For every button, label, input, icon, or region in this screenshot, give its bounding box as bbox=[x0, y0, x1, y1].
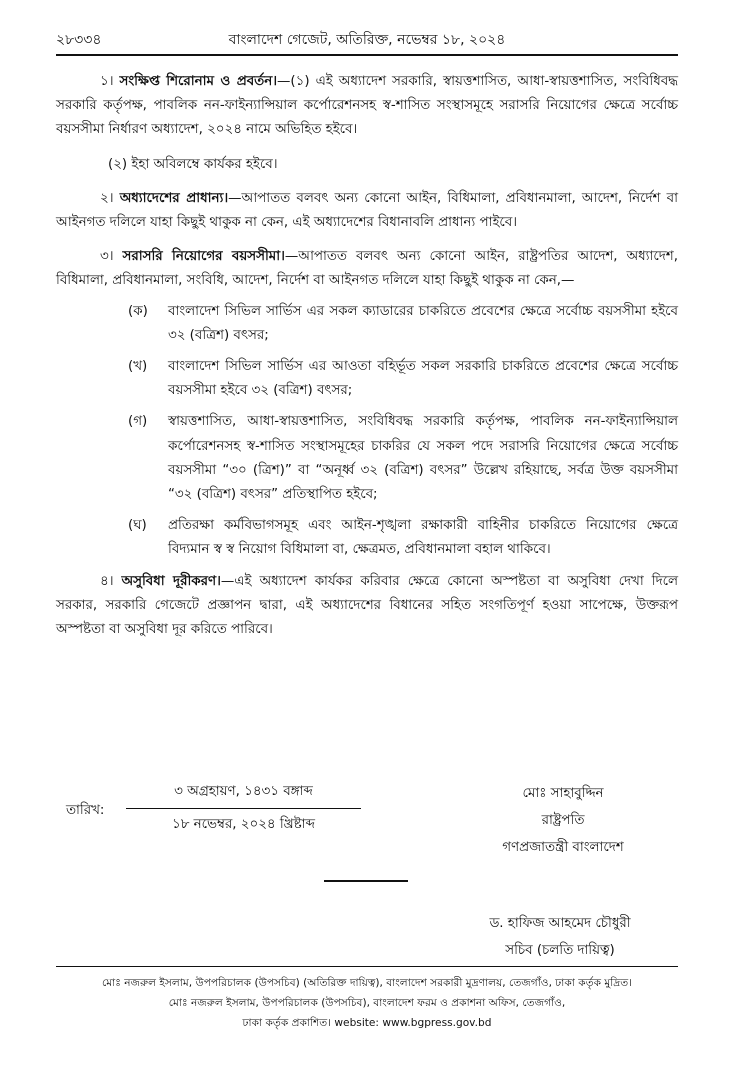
clause-marker: (গ) bbox=[128, 414, 148, 430]
gazette-title: বাংলাদেশ গেজেট, অতিরিক্ত, নভেম্বর ১৮, ২০২৪ bbox=[228, 32, 506, 48]
section-divider bbox=[324, 880, 408, 882]
section-4-text: —এই অধ্যাদেশ কার্যকর করিবার ক্ষেত্রে কোনো অস্পষ্টতা বা অসুবিধা দেখা দিলে সরকার, সরকারি গেজেটে প্রজ্ঞাপন দ্বারা, এই অধ্যাদেশের বিধানের সহিত সংগতিপূর্ণ হওয়া সাপেক্ষে, উক্তরূপ অস্পষ্টতা বা অসুবিধা দূর করিতে পারিবে। bbox=[56, 573, 678, 638]
footer-line-3: ঢাকা কর্তৃক প্রকাশিত। website: www.bgpress.gov.bd bbox=[242, 1017, 492, 1029]
section-3-number: ৩। bbox=[100, 249, 114, 265]
section-1-heading: সংক্ষিপ্ত শিরোনাম ও প্রবর্তন। bbox=[119, 74, 278, 89]
clause-ga bbox=[56, 410, 678, 507]
footer-line-2: মোঃ নজরুল ইসলাম, উপপরিচালক (উপসচিব), বাংলাদেশ ফরম ও প্রকাশনা অফিস, তেজগাঁও, bbox=[168, 997, 566, 1009]
section-3-clauses bbox=[56, 300, 678, 563]
secretary-title: সচিব (চলতি দায়িত্ব) bbox=[505, 943, 615, 958]
page-footer bbox=[40, 973, 694, 1033]
clause-marker: (ঘ) bbox=[128, 518, 147, 534]
clause-text: বাংলাদেশ সিভিল সার্ভিস এর সকল ক্যাডারের চাকরিতে প্রবেশের ক্ষেত্রে সর্বোচ্চ বয়সসীমা হইবে ৩২ (বত্রিশ) বৎসর; bbox=[168, 303, 678, 343]
president-title: রাষ্ট্রপতি bbox=[541, 813, 585, 828]
section-1-text: —(১) এই অধ্যাদেশ সরকারি, স্বায়ত্তশাসিত, আধা-স্বায়ত্তশাসিত, সংবিধিবদ্ধ সরকারি কর্তৃপক্ষ, পাবলিক নন-ফাইন্যান্সিয়াল কর্পোরেশনসহ স্ব-শাসিত সংস্থাসমূহে সরাসরি নিয়োগের ক্ষেত্রে সর্বোচ্চ বয়সসীমা নির্ধারণ অধ্যাদেশ, ২০২৪ নামে অভিহিত হইবে। bbox=[56, 74, 678, 138]
header-divider bbox=[56, 54, 678, 56]
section-2-number: ২। bbox=[100, 190, 114, 206]
country-name: গণপ্রজাতন্ত্রী বাংলাদেশ bbox=[502, 840, 624, 855]
section-1-number: ১। bbox=[100, 74, 114, 89]
footer-line-1: মোঃ নজরুল ইসলাম, উপপরিচালক (উপসচিব) (অতিরিক্ত দায়িত্ব), বাংলাদেশ সরকারী মুদ্রণালয়, তেজগাঁও, ঢাকা কর্তৃক মুদ্রিত। bbox=[101, 977, 633, 989]
president-name: মোঃ সাহাবুদ্দিন bbox=[522, 786, 604, 801]
section-4 bbox=[56, 570, 678, 643]
clause-marker: (ক) bbox=[128, 303, 148, 319]
clause-ka bbox=[56, 300, 678, 348]
date-gregorian: ১৮ নভেম্বর, ২০২৪ খ্রিষ্টাব্দ bbox=[172, 817, 315, 832]
clause-kha bbox=[56, 355, 678, 403]
section-2 bbox=[56, 187, 678, 235]
footer-divider bbox=[56, 966, 678, 967]
section-3-heading: সরাসরি নিয়োগের বয়সসীমা। bbox=[122, 249, 285, 265]
clause-text: প্রতিরক্ষা কর্মবিভাগসমূহ এবং আইন-শৃঙ্খলা রক্ষাকারী বাহিনীর চাকরিতে নিয়োগের ক্ষেত্রে বিদ্যমান স্ব স্ব নিয়োগ বিধিমালা বা, ক্ষেত্রমত, প্রবিধানমালা বহাল থাকিবে। bbox=[168, 518, 678, 558]
clause-text: বাংলাদেশ সিভিল সার্ভিস এর আওতা বহির্ভূত সকল সরকারি চাকরিতে প্রবেশের ক্ষেত্রে সর্বোচ্চ বয়সসীমা হইবে ৩২ (বত্রিশ) বৎসর; bbox=[168, 359, 678, 399]
section-3-text: —আপাতত বলবৎ অন্য কোনো আইন, রাষ্ট্রপতির আদেশ, অধ্যাদেশ, বিধিমালা, প্রবিধানমালা, সংবিধি, আদেশ, নির্দেশ বা আইনগত দলিলে যাহা কিছুই থাকুক না কেন,— bbox=[56, 249, 678, 289]
section-4-heading: অসুবিধা দূরীকরণ। bbox=[121, 573, 221, 589]
date-divider bbox=[126, 808, 361, 809]
section-1 bbox=[56, 70, 678, 143]
secretary-signature bbox=[460, 910, 660, 964]
section-2-heading: অধ্যাদেশের প্রাধান্য। bbox=[119, 190, 229, 206]
date-box bbox=[126, 780, 361, 837]
president-signature bbox=[468, 780, 658, 861]
page-header bbox=[56, 28, 678, 54]
section-3 bbox=[56, 245, 678, 293]
date-label: তারিখ: bbox=[66, 803, 105, 818]
section-2-text: —আপাতত বলবৎ অন্য কোনো আইন, বিধিমালা, প্রবিধানমালা, আদেশ, নির্দেশ বা আইনগত দলিলে যাহা কিছুই থাকুক না কেন, এই অধ্যাদেশের বিধানাবলি প্রাধান্য পাইবে। bbox=[56, 190, 678, 231]
section-1-sub-2: (২) ইহা অবিলম্বে কার্যকর হইবে। bbox=[108, 156, 278, 172]
clause-gha bbox=[56, 514, 678, 562]
date-bengali: ৩ অগ্রহায়ণ, ১৪৩১ বঙ্গাব্দ bbox=[174, 784, 313, 799]
secretary-name: ড. হাফিজ আহমেদ চৌধুরী bbox=[489, 916, 631, 931]
clause-text: স্বায়ত্তশাসিত, আধা-স্বায়ত্তশাসিত, সংবিধিবদ্ধ সরকারি কর্তৃপক্ষ, পাবলিক নন-ফাইন্যান্সিয়াল কর্পোরেশনসহ স্ব-শাসিত সংস্থাসমূহের চাকরির যে সকল পদে সরাসরি নিয়োগের ক্ষেত্রে সর্বোচ্চ বয়সসীমা “৩০ (ত্রিশ)” বা “অনূর্ধ্ব ৩২ (বত্রিশ) বৎসর” উল্লেখ রহিয়াছে, সর্বত্র উক্ত বয়সসীমা “৩২ (বত্রিশ) বৎসর” প্রতিস্থাপিত হইবে; bbox=[168, 414, 678, 503]
section-4-number: ৪। bbox=[100, 573, 114, 589]
ordinance-body bbox=[56, 70, 678, 642]
page-number: ২৮৩৩৪ bbox=[56, 32, 102, 48]
clause-marker: (খ) bbox=[128, 359, 148, 375]
